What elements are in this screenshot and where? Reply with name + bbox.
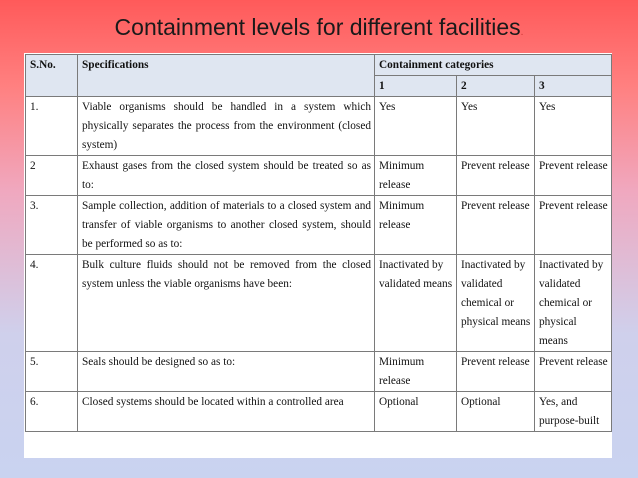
cell-category-1: Yes — [375, 97, 457, 156]
cell-sno: 1. — [26, 97, 78, 156]
cell-sno: 5. — [26, 352, 78, 392]
cell-specification: Viable organisms should be handled in a system which physically separates the process from the environment (closed system) — [78, 97, 375, 156]
cell-sno: 6. — [26, 392, 78, 432]
cell-category-2: Prevent release — [457, 352, 535, 392]
header-category-1: 1 — [375, 76, 457, 97]
table-header-row — [26, 55, 612, 76]
table-row — [26, 156, 612, 196]
cell-category-3: Prevent release — [535, 352, 612, 392]
cell-specification: Bulk culture fluids should not be removed from the closed system unless the viable organisms have been: — [78, 255, 375, 352]
containment-table-panel — [24, 53, 612, 458]
cell-category-1: Inactivated by validated means — [375, 255, 457, 352]
slide-title-text: Containment levels for different facilities — [114, 14, 521, 40]
cell-category-1: Optional — [375, 392, 457, 432]
table-row — [26, 97, 612, 156]
header-sno: S.No. — [26, 55, 78, 97]
cell-sno: 2 — [26, 156, 78, 196]
header-specifications: Specifications — [78, 55, 375, 97]
header-category-2: 2 — [457, 76, 535, 97]
cell-sno: 4. — [26, 255, 78, 352]
cell-category-3: Prevent release — [535, 196, 612, 255]
cell-category-2: Optional — [457, 392, 535, 432]
cell-sno: 3. — [26, 196, 78, 255]
table-row — [26, 392, 612, 432]
header-category-3: 3 — [535, 76, 612, 97]
cell-category-2: Inactivated by validated chemical or physical means — [457, 255, 535, 352]
cell-specification: Closed systems should be located within a controlled area — [78, 392, 375, 432]
table-row — [26, 196, 612, 255]
cell-category-3: Inactivated by validated chemical or physical means — [535, 255, 612, 352]
cell-specification: Sample collection, addition of materials to a closed system and transfer of viable organisms to another closed system, should be performed so as to: — [78, 196, 375, 255]
cell-category-3: Yes, and purpose-built — [535, 392, 612, 432]
cell-category-2: Yes — [457, 97, 535, 156]
cell-category-3: Yes — [535, 97, 612, 156]
cell-category-3: Prevent release — [535, 156, 612, 196]
cell-category-1: Minimum release — [375, 156, 457, 196]
slide-title-period: . — [520, 27, 524, 38]
table-row — [26, 255, 612, 352]
header-containment-categories: Containment categories — [375, 55, 612, 76]
cell-category-1: Minimum release — [375, 196, 457, 255]
cell-category-2: Prevent release — [457, 156, 535, 196]
cell-specification: Exhaust gases from the closed system should be treated so as to: — [78, 156, 375, 196]
containment-table — [25, 54, 612, 432]
cell-category-1: Minimum release — [375, 352, 457, 392]
table-row — [26, 352, 612, 392]
cell-specification: Seals should be designed so as to: — [78, 352, 375, 392]
slide-title — [0, 14, 638, 41]
cell-category-2: Prevent release — [457, 196, 535, 255]
